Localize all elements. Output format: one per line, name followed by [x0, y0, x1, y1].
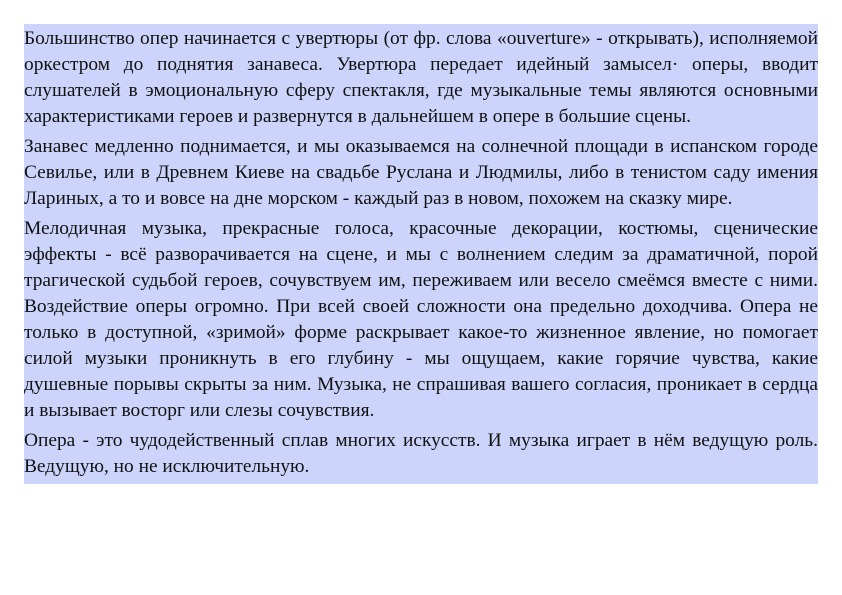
paragraph-overture: Большинство опер начинается с увертюры (от фр. слова «ouverture» - открывать), исполняемой оркестром до поднятия занавеса. Увертюра передает идейный замысел· оперы, вводит слушателей в эмоциональную сферу спектакля, где музыкальные темы являются основными характеристиками героев и развернутся в дальнейшем в опере в большие сцены.: [24, 28, 818, 127]
paragraph-opera-synthesis: Опера - это чудодейственный сплав многих искусств. И музыка играет в нём ведущую роль. Ведущую, но не исключительную.: [24, 430, 818, 477]
paragraph-music-impact: Мелодичная музыка, прекрасные голоса, красочные декорации, костюмы, сценические эффекты - всё разворачивается на сцене, и мы с волнением следим за драматичной, порой трагической судьбой героев, сочувствуем им, переживаем или весело смеёмся вместе с ними. Воздействие оперы огромно. При всей своей сложности она предельно доходчива. Опера не только в доступной, «зримой» форме раскрывает какое-то жизненное явление, но помогает силой музыки проникнуть в его глубину - мы ощущаем, какие горячие чувства, какие душевные порывы скрыты за ним. Музыка, не спрашивая вашего согласия, проникает в сердца и вызывает восторг или слезы сочувствия.: [24, 218, 818, 421]
highlighted-text-block: [24, 24, 818, 484]
paragraph-curtain: Занавес медленно поднимается, и мы оказываемся на солнечной площади в испанском городе Севилье, или в Древнем Киеве на свадьбе Руслана и Людмилы, либо в тенистом саду имения Лариных, а то и вовсе на дне морском - каждый раз в новом, похожем на сказку мире.: [24, 136, 818, 209]
